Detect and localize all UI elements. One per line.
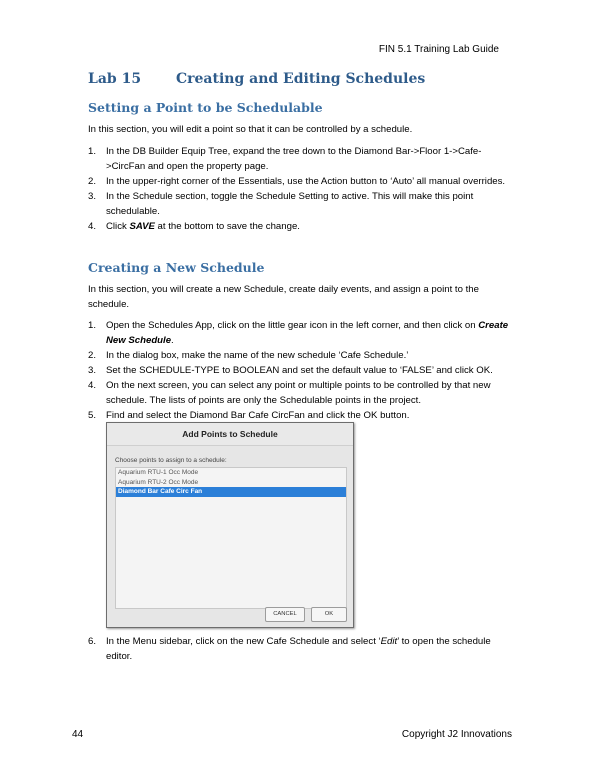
- section2-intro-text: In this section, you will create a new Schedule, create daily events, and assign a point to the schedule.: [88, 284, 479, 310]
- list-item: [88, 378, 512, 408]
- ok-button[interactable]: OK: [311, 607, 347, 622]
- section1-steps: [88, 144, 512, 234]
- step-number: 6.: [88, 636, 97, 647]
- section2-step6: [88, 634, 512, 664]
- step-text: In the upper-right corner of the Essentials, use the Action button to ‘Auto’ all manual overrides.: [106, 176, 506, 187]
- step-text-post: .: [171, 335, 174, 346]
- lab-heading: [88, 71, 425, 87]
- step-number: 4.: [88, 380, 97, 391]
- save-emphasis: SAVE: [129, 221, 155, 232]
- step-text: In the Schedule section, toggle the Schedule Setting to active. This will make this point schedulable.: [106, 191, 474, 217]
- step-number: 1.: [88, 320, 97, 331]
- step-number: 5.: [88, 410, 97, 421]
- list-item: [88, 219, 512, 234]
- list-item: [88, 144, 512, 174]
- section1-intro: In this section, you will edit a point so that it can be controlled by a schedule.: [88, 124, 413, 135]
- section2-steps: [88, 318, 512, 423]
- list-item: [88, 318, 512, 348]
- step-text-post: ’ to open the schedule editor.: [106, 636, 491, 662]
- step-text-pre: Open the Schedules App, click on the little gear icon in the left corner, and then click on: [106, 320, 479, 331]
- list-item: [88, 363, 512, 378]
- lab-number: Lab 15: [88, 71, 142, 87]
- list-item: [88, 634, 512, 664]
- section-heading-new-schedule: Creating a New Schedule: [88, 260, 265, 275]
- section2-intro: [88, 282, 508, 312]
- dialog-title: Add Points to Schedule: [107, 423, 353, 446]
- list-item: [88, 348, 512, 363]
- lab-title: Creating and Editing Schedules: [176, 71, 426, 87]
- list-item[interactable]: Aquarium RTU-2 Occ Mode: [118, 478, 199, 486]
- list-item: [88, 408, 512, 423]
- step-number: 4.: [88, 221, 97, 232]
- create-new-schedule-emphasis: Create New Schedule: [106, 320, 509, 346]
- dialog-prompt: Choose points to assign to a schedule:: [115, 457, 227, 464]
- list-item: [88, 174, 512, 189]
- points-list[interactable]: [115, 467, 347, 609]
- running-header: FIN 5.1 Training Lab Guide: [378, 44, 499, 55]
- step-text-pre: In the Menu sidebar, click on the new Cafe Schedule and select ‘: [106, 636, 381, 647]
- step-number: 3.: [88, 365, 97, 376]
- add-points-dialog: [106, 422, 354, 628]
- page-number: 44: [72, 729, 84, 740]
- section-heading-schedulable: Setting a Point to be Schedulable: [88, 100, 323, 115]
- list-item: [88, 189, 512, 219]
- edit-emphasis: Edit: [380, 636, 398, 647]
- step-number: 1.: [88, 146, 97, 157]
- list-item[interactable]: Aquarium RTU-1 Occ Mode: [118, 469, 199, 476]
- step-text: On the next screen, you can select any point or multiple points to be controlled by that new schedule. The lists of points are only the Schedulable points in the project.: [106, 380, 491, 406]
- step-text: Set the SCHEDULE-TYPE to BOOLEAN and set the default value to ‘FALSE’ and click OK.: [106, 365, 493, 376]
- step-text: Find and select the Diamond Bar Cafe CircFan and click the OK button.: [106, 410, 410, 421]
- list-item-selected[interactable]: Diamond Bar Cafe Circ Fan: [116, 487, 346, 497]
- step-number: 3.: [88, 191, 97, 202]
- step-number: 2.: [88, 350, 97, 361]
- cancel-button[interactable]: CANCEL: [265, 607, 305, 622]
- copyright: Copyright J2 Innovations: [401, 729, 512, 740]
- step-number: 2.: [88, 176, 97, 187]
- step-text-post: at the bottom to save the change.: [154, 221, 300, 232]
- step-text: In the dialog box, make the name of the new schedule ‘Cafe Schedule.’: [106, 350, 409, 361]
- step-text-pre: Click: [106, 221, 130, 232]
- step-text: In the DB Builder Equip Tree, expand the tree down to the Diamond Bar->Floor 1->Cafe->CircFan and open the property page.: [106, 146, 482, 172]
